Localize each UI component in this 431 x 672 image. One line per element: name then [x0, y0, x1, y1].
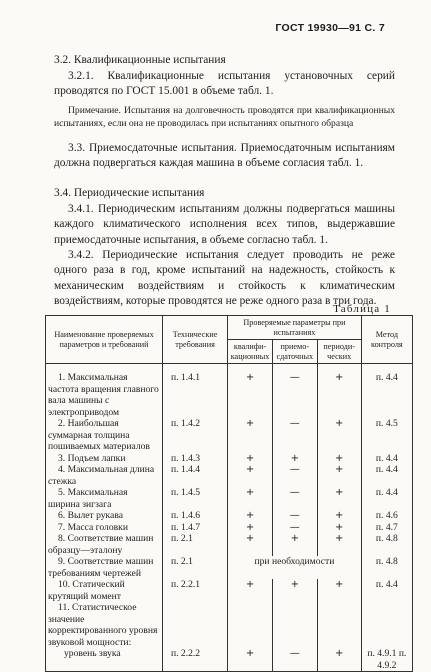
row-method: п. 4.9.1 п. 4.9.2 [361, 648, 412, 672]
row-method: п. 4.5 [361, 418, 412, 453]
row-qual-mark: + [228, 464, 273, 487]
row-requirement: п. 2.2.1 [162, 579, 227, 602]
row-accept-mark: — [272, 510, 317, 522]
table-caption: Таблица 1 [333, 303, 391, 315]
row-requirement: п. 2.1 [162, 533, 227, 556]
header-method: Метод контроля [361, 316, 412, 364]
row-requirement: п. 2.1 [162, 556, 227, 579]
row-name: 8. Соответствие машин образцу—эталону [46, 533, 163, 556]
row-qual-mark [228, 602, 273, 648]
row-period-mark: + [317, 648, 361, 672]
row-qual-mark: + [228, 372, 273, 418]
table-body [46, 364, 413, 672]
row-period-mark: + [317, 372, 361, 418]
row-period-mark: + [317, 579, 361, 602]
section-3-2-title: 3.2. Квалификационные испытания [54, 54, 226, 66]
table-row [46, 556, 413, 579]
row-name: 5. Максимальная ширина зигзага [46, 487, 163, 510]
header-name: Наименование проверяемых параметров и требований [46, 316, 163, 364]
row-requirement: п. 1.4.7 [162, 522, 227, 534]
table-row [46, 487, 413, 510]
row-requirement [162, 602, 227, 648]
header-period: периоди-ческих [317, 340, 361, 364]
section-3-4-2: 3.4.2. Периодические испытания следует проводить не реже одного раза в год, кроме испытаний на надежность, стойкость к механическим воздействиям и стойкость к климатическим воздействиям, которые проводятся не реже одного раза в три года. [54, 249, 395, 308]
row-qual-mark: + [228, 418, 273, 453]
table-row [46, 372, 413, 418]
row-name: 10. Статический крутящий момент [46, 579, 163, 602]
row-name: 7. Масса головки [46, 522, 163, 534]
section-3-4-title: 3.4. Периодические испытания [54, 187, 205, 199]
row-accept-mark: — [272, 372, 317, 418]
section-3-3: 3.3. Приемосдаточные испытания. Приемосдаточным испытаниям должна подвергаться каждая машина в объеме согласия табл. 1. [54, 142, 395, 170]
row-requirement: п. 1.4.6 [162, 510, 227, 522]
row-period-mark [317, 602, 361, 648]
table-row [46, 648, 413, 672]
table-row [46, 533, 413, 556]
table-row [46, 510, 413, 522]
row-accept-mark: — [272, 418, 317, 453]
row-qual-mark: + [228, 453, 273, 465]
row-requirement: п. 1.4.5 [162, 487, 227, 510]
row-method: п. 4.4 [361, 453, 412, 465]
row-period-mark: + [317, 487, 361, 510]
row-name: 1. Максимальная частота вращения главного вала машины с электроприводом [46, 372, 163, 418]
header-group: Проверяемые параметры при испытаниях [228, 316, 362, 340]
row-qual-mark: + [228, 487, 273, 510]
table-spacer-row [46, 364, 413, 373]
table-row [46, 418, 413, 453]
row-qual-mark: + [228, 522, 273, 534]
row-method: п. 4.4 [361, 464, 412, 487]
header-qual: квалифи-кационных [228, 340, 273, 364]
row-accept-mark: — [272, 648, 317, 672]
row-requirement: п. 2.2.2 [162, 648, 227, 672]
row-name: уровень звука [46, 648, 163, 672]
row-accept-mark: — [272, 464, 317, 487]
section-3-4-1: 3.4.1. Периодическим испытаниям должны подвергаться машины каждого климатического исполнения всех типов, выдержавшие приемосдаточные испытания, в объеме согласно табл. 1. [54, 203, 395, 246]
row-period-mark: + [317, 418, 361, 453]
row-qual-mark: + [228, 533, 273, 556]
page-header: ГОСТ 19930—91 С. 7 [275, 22, 385, 34]
row-requirement: п. 1.4.1 [162, 372, 227, 418]
table-row [46, 579, 413, 602]
row-qual-mark: + [228, 510, 273, 522]
row-method [361, 602, 412, 648]
row-accept-mark [272, 602, 317, 648]
row-name: 4. Максимальная длина стежка [46, 464, 163, 487]
row-method: п. 4.4 [361, 487, 412, 510]
row-name: 2. Наибольшая суммарная толщина пошиваемых материалов [46, 418, 163, 453]
table-row [46, 464, 413, 487]
requirements-table [45, 315, 413, 672]
row-period-mark: + [317, 453, 361, 465]
section-3-2-1: 3.2.1. Квалификационные испытания установочных серий проводятся по ГОСТ 15.001 в объеме табл. 1. [54, 70, 395, 98]
row-name: 3. Подъем лапки [46, 453, 163, 465]
row-requirement: п. 1.4.4 [162, 464, 227, 487]
row-period-mark: + [317, 510, 361, 522]
row-period-mark: + [317, 464, 361, 487]
row-name: 9. Соответствие машин требованиям чертежей [46, 556, 163, 579]
row-method: п. 4.4 [361, 372, 412, 418]
row-name: 6. Вылет рукава [46, 510, 163, 522]
row-qual-mark: + [228, 579, 273, 602]
row-accept-mark: — [272, 487, 317, 510]
header-accept: приемо-сдаточных [272, 340, 317, 364]
row-period-mark: + [317, 522, 361, 534]
row-accept-mark: + [272, 453, 317, 465]
row-method: п. 4.8 [361, 533, 412, 556]
table-row [46, 453, 413, 465]
note-paragraph: Примечание. Испытания на долговечность проводятся при квалификационных испытаниях, если она не проводилась при испытаниях опытного образца [54, 105, 395, 129]
row-qual-mark: + [228, 648, 273, 672]
row-method: п. 4.6 [361, 510, 412, 522]
row-name: 11. Статистическое значение корректированного уровня звуковой мощности: [46, 602, 163, 648]
row-requirement: п. 1.4.3 [162, 453, 227, 465]
row-method: п. 4.8 [361, 556, 412, 579]
row-accept-mark: — [272, 522, 317, 534]
row-period-mark: + [317, 533, 361, 556]
row-method: п. 4.4 [361, 579, 412, 602]
table-row [46, 602, 413, 648]
table-row [46, 522, 413, 534]
row-span-note: при необходимости [228, 556, 362, 579]
row-method: п. 4.7 [361, 522, 412, 534]
row-requirement: п. 1.4.2 [162, 418, 227, 453]
row-accept-mark: + [272, 533, 317, 556]
header-req: Технические требования [162, 316, 227, 364]
row-accept-mark: + [272, 579, 317, 602]
